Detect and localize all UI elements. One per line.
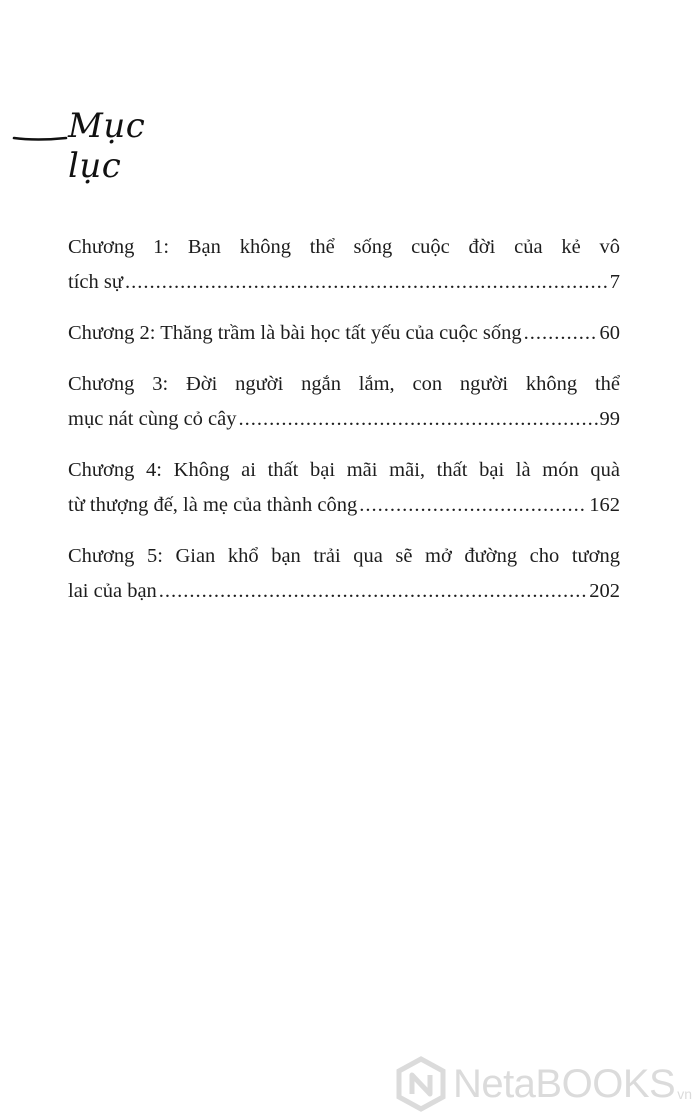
toc-entry-title: Chương 4: Không ai thất bại mãi mãi, thất bại là món quà [68,459,620,481]
toc-entry-title-cont: từ thượng đế, là mẹ của thành công [68,494,358,516]
toc-entry-1[interactable] [68,230,620,300]
page-number: 7 [609,271,620,293]
toc-entry-title-cont: tích sự [68,271,123,293]
toc-entry-title: Chương 2: Thăng trầm là bài học tất yếu của cuộc sống [68,322,522,344]
toc-entry-title: Chương 5: Gian khổ bạn trải qua sẽ mở đường cho tương [68,545,620,567]
toc-entry-title-cont: lai của bạn [68,580,157,602]
page-number: 99 [599,408,620,430]
toc-entry-2[interactable] [68,316,620,351]
page-number: 60 [599,322,620,344]
neta-logo-icon [395,1056,447,1112]
dot-leader [238,402,597,437]
toc-entry-title: Chương 1: Bạn không thể sống cuộc đời của kẻ vô [68,236,620,258]
table-of-contents [68,230,620,625]
dot-leader [359,488,587,523]
toc-title: Mục lục [68,106,146,186]
watermark-suffix: vn [677,1086,692,1102]
toc-heading [8,104,208,186]
toc-entry-3[interactable] [68,367,620,437]
dot-leader [524,316,598,351]
toc-entry-4[interactable] [68,453,620,523]
page-number: 162 [589,494,620,516]
watermark [395,1054,692,1114]
toc-entry-title-cont: mục nát cùng cỏ cây [68,408,237,430]
toc-entry-title: Chương 3: Đời người ngắn lắm, con người không thể [68,373,620,395]
toc-entry-5[interactable] [68,539,620,609]
dot-leader [125,265,608,300]
dot-leader [159,574,587,609]
page-number: 202 [589,580,620,602]
watermark-text: NetaBOOKS [452,1061,676,1106]
